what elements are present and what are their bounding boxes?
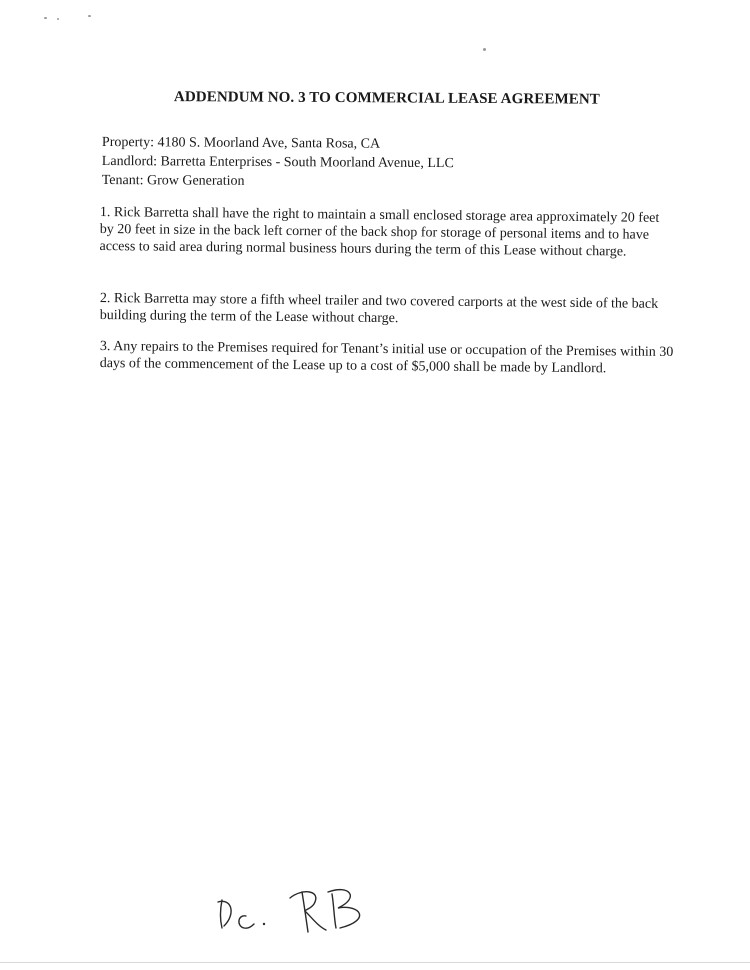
property-line: Property: 4180 S. Moorland Ave, Santa Rosa, CA [101, 134, 381, 152]
page-bottom-edge [0, 962, 750, 963]
tenant-line: Tenant: Grow Generation [101, 172, 245, 189]
handwritten-initials-signature [210, 880, 390, 940]
clause-3: 3. Any repairs to the Premises required for Tenant’s initial use or occupation of the Premises within 30 days of the commencement of the Lease up to a cost of $5,000 shall be made by Landlord. [99, 338, 674, 377]
landlord-line: Landlord: Barretta Enterprises - South Moorland Avenue, LLC [101, 153, 454, 172]
clause-1: 1. Rick Barretta shall have the right to maintain a small enclosed storage area approximately 20 feet by 20 feet in size in the back left corner of the back shop for storage of personal items and to have access to said area during normal business hours during the term of this Lease without charge. [99, 204, 660, 260]
parties-block [102, 133, 454, 192]
document-title: ADDENDUM NO. 3 TO COMMERCIAL LEASE AGREEMENT [173, 89, 600, 108]
clause-2: 2. Rick Barretta may store a fifth wheel trailer and two covered carports at the west side of the back building during the term of the Lease without charge. [99, 290, 659, 327]
